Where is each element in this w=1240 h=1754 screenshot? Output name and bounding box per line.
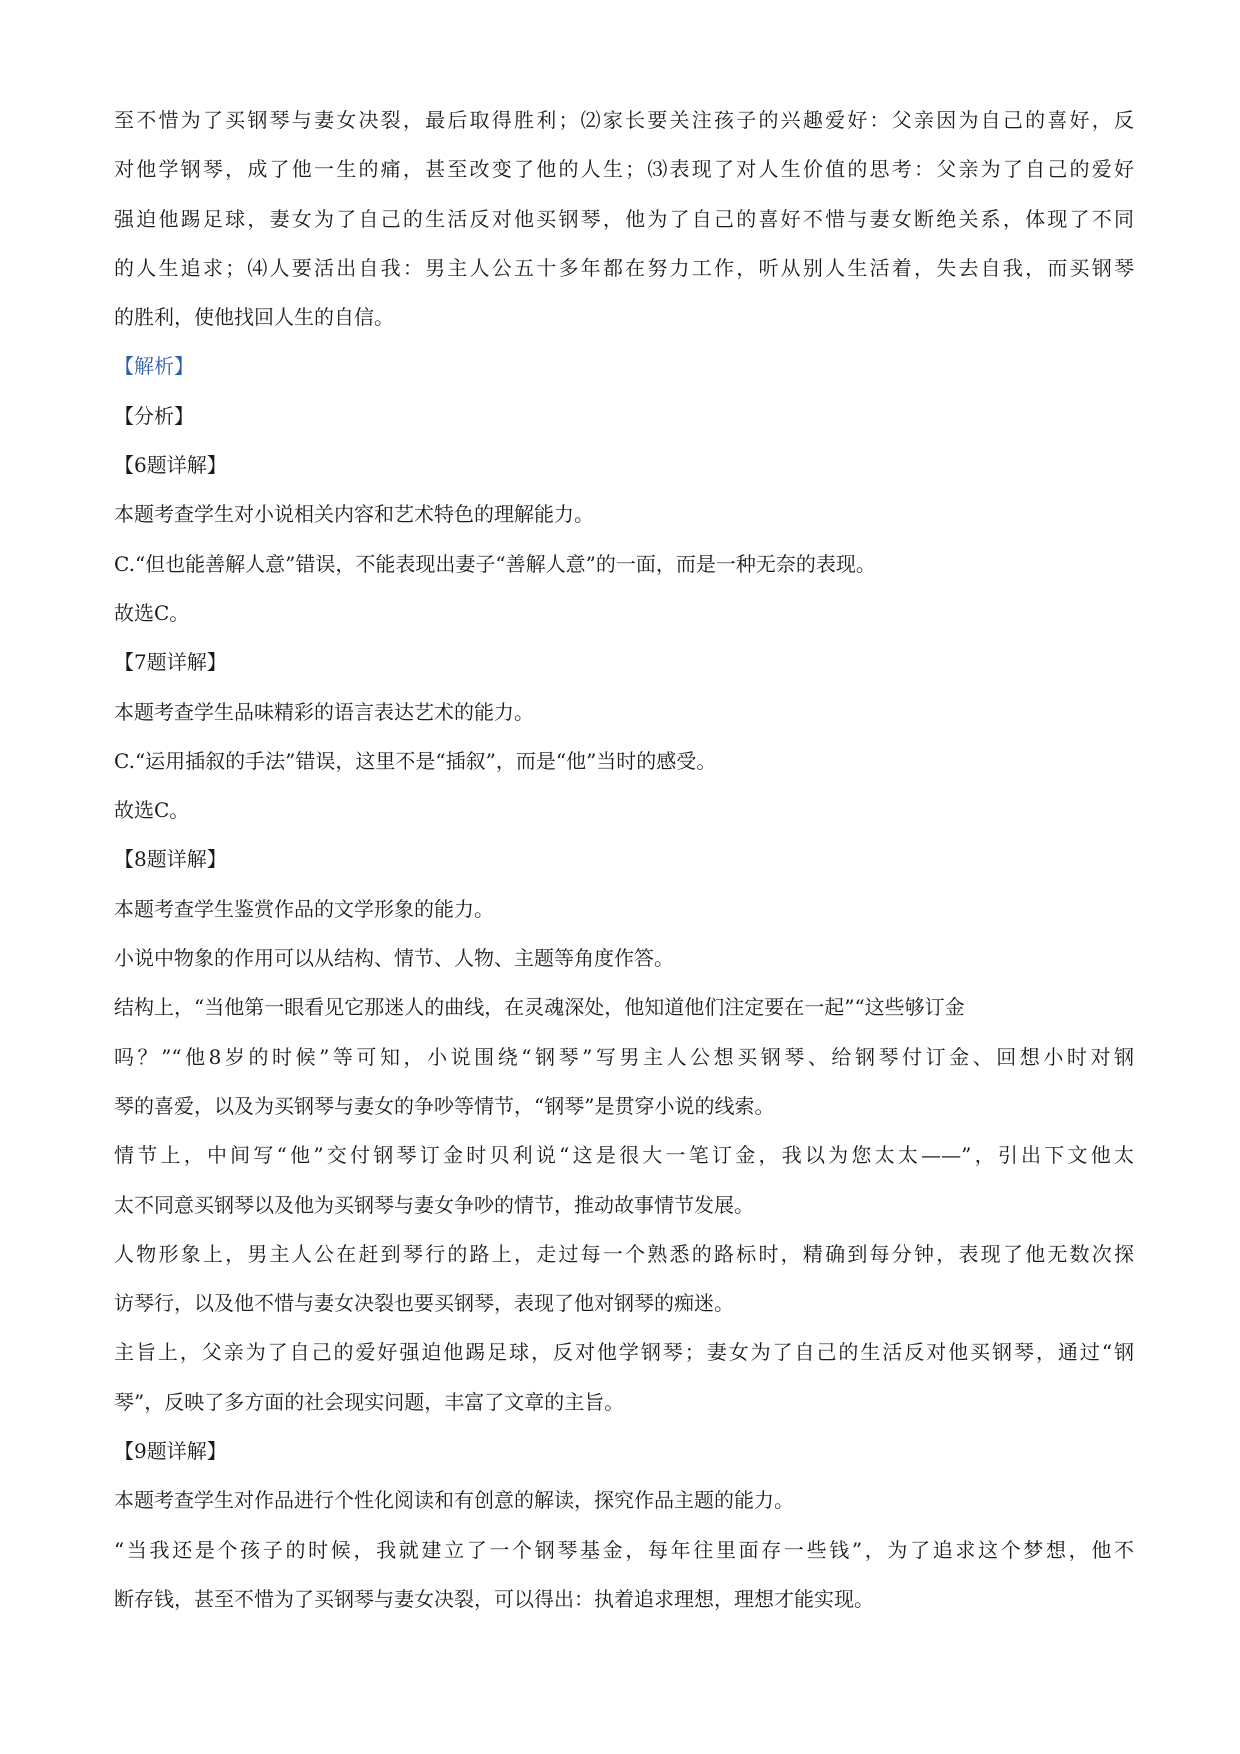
text-line: 故选C。 [114,798,190,823]
text-line: 情节上，中间写“他”交付钢琴订金时贝利说“这是很大一笔订金，我以为您太太——”，引出下文他太 [114,1143,1134,1168]
text-line: 断存钱，甚至不惜为了买钢琴与妻女决裂，可以得出：执着追求理想，理想才能实现。 [114,1586,874,1611]
text-line: 吗？”“他8岁的时候”等可知，小说围绕“钢琴”写男主人公想买钢琴、给钢琴付订金、回想小时对钢 [114,1044,1134,1069]
text-line: 本题考查学生鉴赏作品的文学形象的能力。 [114,896,494,921]
text-line: 的人生追求；⑷人要活出自我：男主人公五十多年都在努力工作，听从别人生活着，失去自我，而买钢琴 [114,255,1134,280]
text-line: 对他学钢琴，成了他一生的痛，甚至改变了他的人生；⑶表现了对人生价值的思考：父亲为了自己的爱好 [114,157,1134,182]
text-line: 故选C。 [114,600,190,625]
text-line: 本题考查学生对小说相关内容和艺术特色的理解能力。 [114,502,594,527]
text-line: C.“但也能善解人意”错误，不能表现出妻子“善解人意”的一面，而是一种无奈的表现。 [114,551,876,576]
text-line: 【8题详解】 [114,847,227,872]
text-line: 【分析】 [114,403,194,428]
text-line: 琴”，反映了多方面的社会现实问题，丰富了文章的主旨。 [114,1389,625,1414]
text-line: “当我还是个孩子的时候，我就建立了一个钢琴基金，每年往里面存一些钱”，为了追求这个梦想，他不 [114,1537,1134,1562]
text-line: 琴的喜爱，以及为买钢琴与妻女的争吵等情节，“钢琴”是贯穿小说的线索。 [114,1093,775,1118]
text-line: 【解析】 [114,354,194,379]
text-line: 至不惜为了买钢琴与妻女决裂，最后取得胜利；⑵家长要关注孩子的兴趣爱好：父亲因为自己的喜好，反 [114,108,1134,132]
text-line: 【6题详解】 [114,453,227,478]
text-line: 强迫他踢足球，妻女为了自己的生活反对他买钢琴，他为了自己的喜好不惜与妻女断绝关系，体现了不同 [114,206,1134,231]
text-line: 【9题详解】 [114,1439,227,1464]
document-page [114,96,1134,1624]
text-line: 的胜利，使他找回人生的自信。 [114,305,394,330]
text-line: 【7题详解】 [114,650,227,675]
text-line: 太不同意买钢琴以及他为买钢琴与妻女争吵的情节，推动故事情节发展。 [114,1192,754,1217]
text-line: 访琴行，以及他不惜与妻女决裂也要买钢琴，表现了他对钢琴的痴迷。 [114,1291,734,1316]
text-line: 本题考查学生对作品进行个性化阅读和有创意的解读，探究作品主题的能力。 [114,1488,794,1513]
text-line: C.“运用插叙的手法”错误，这里不是“插叙”，而是“他”当时的感受。 [114,748,717,773]
text-line: 结构上，“当他第一眼看见它那迷人的曲线，在灵魂深处，他知道他们注定要在一起”“这些够订金 [114,995,965,1020]
text-line: 小说中物象的作用可以从结构、情节、人物、主题等角度作答。 [114,946,674,971]
text-line: 人物形象上，男主人公在赶到琴行的路上，走过每一个熟悉的路标时，精确到每分钟，表现了他无数次探 [114,1241,1134,1266]
text-line: 本题考查学生品味精彩的语言表达艺术的能力。 [114,699,534,724]
text-line: 主旨上，父亲为了自己的爱好强迫他踢足球，反对他学钢琴；妻女为了自己的生活反对他买钢琴，通过“钢 [114,1340,1134,1365]
